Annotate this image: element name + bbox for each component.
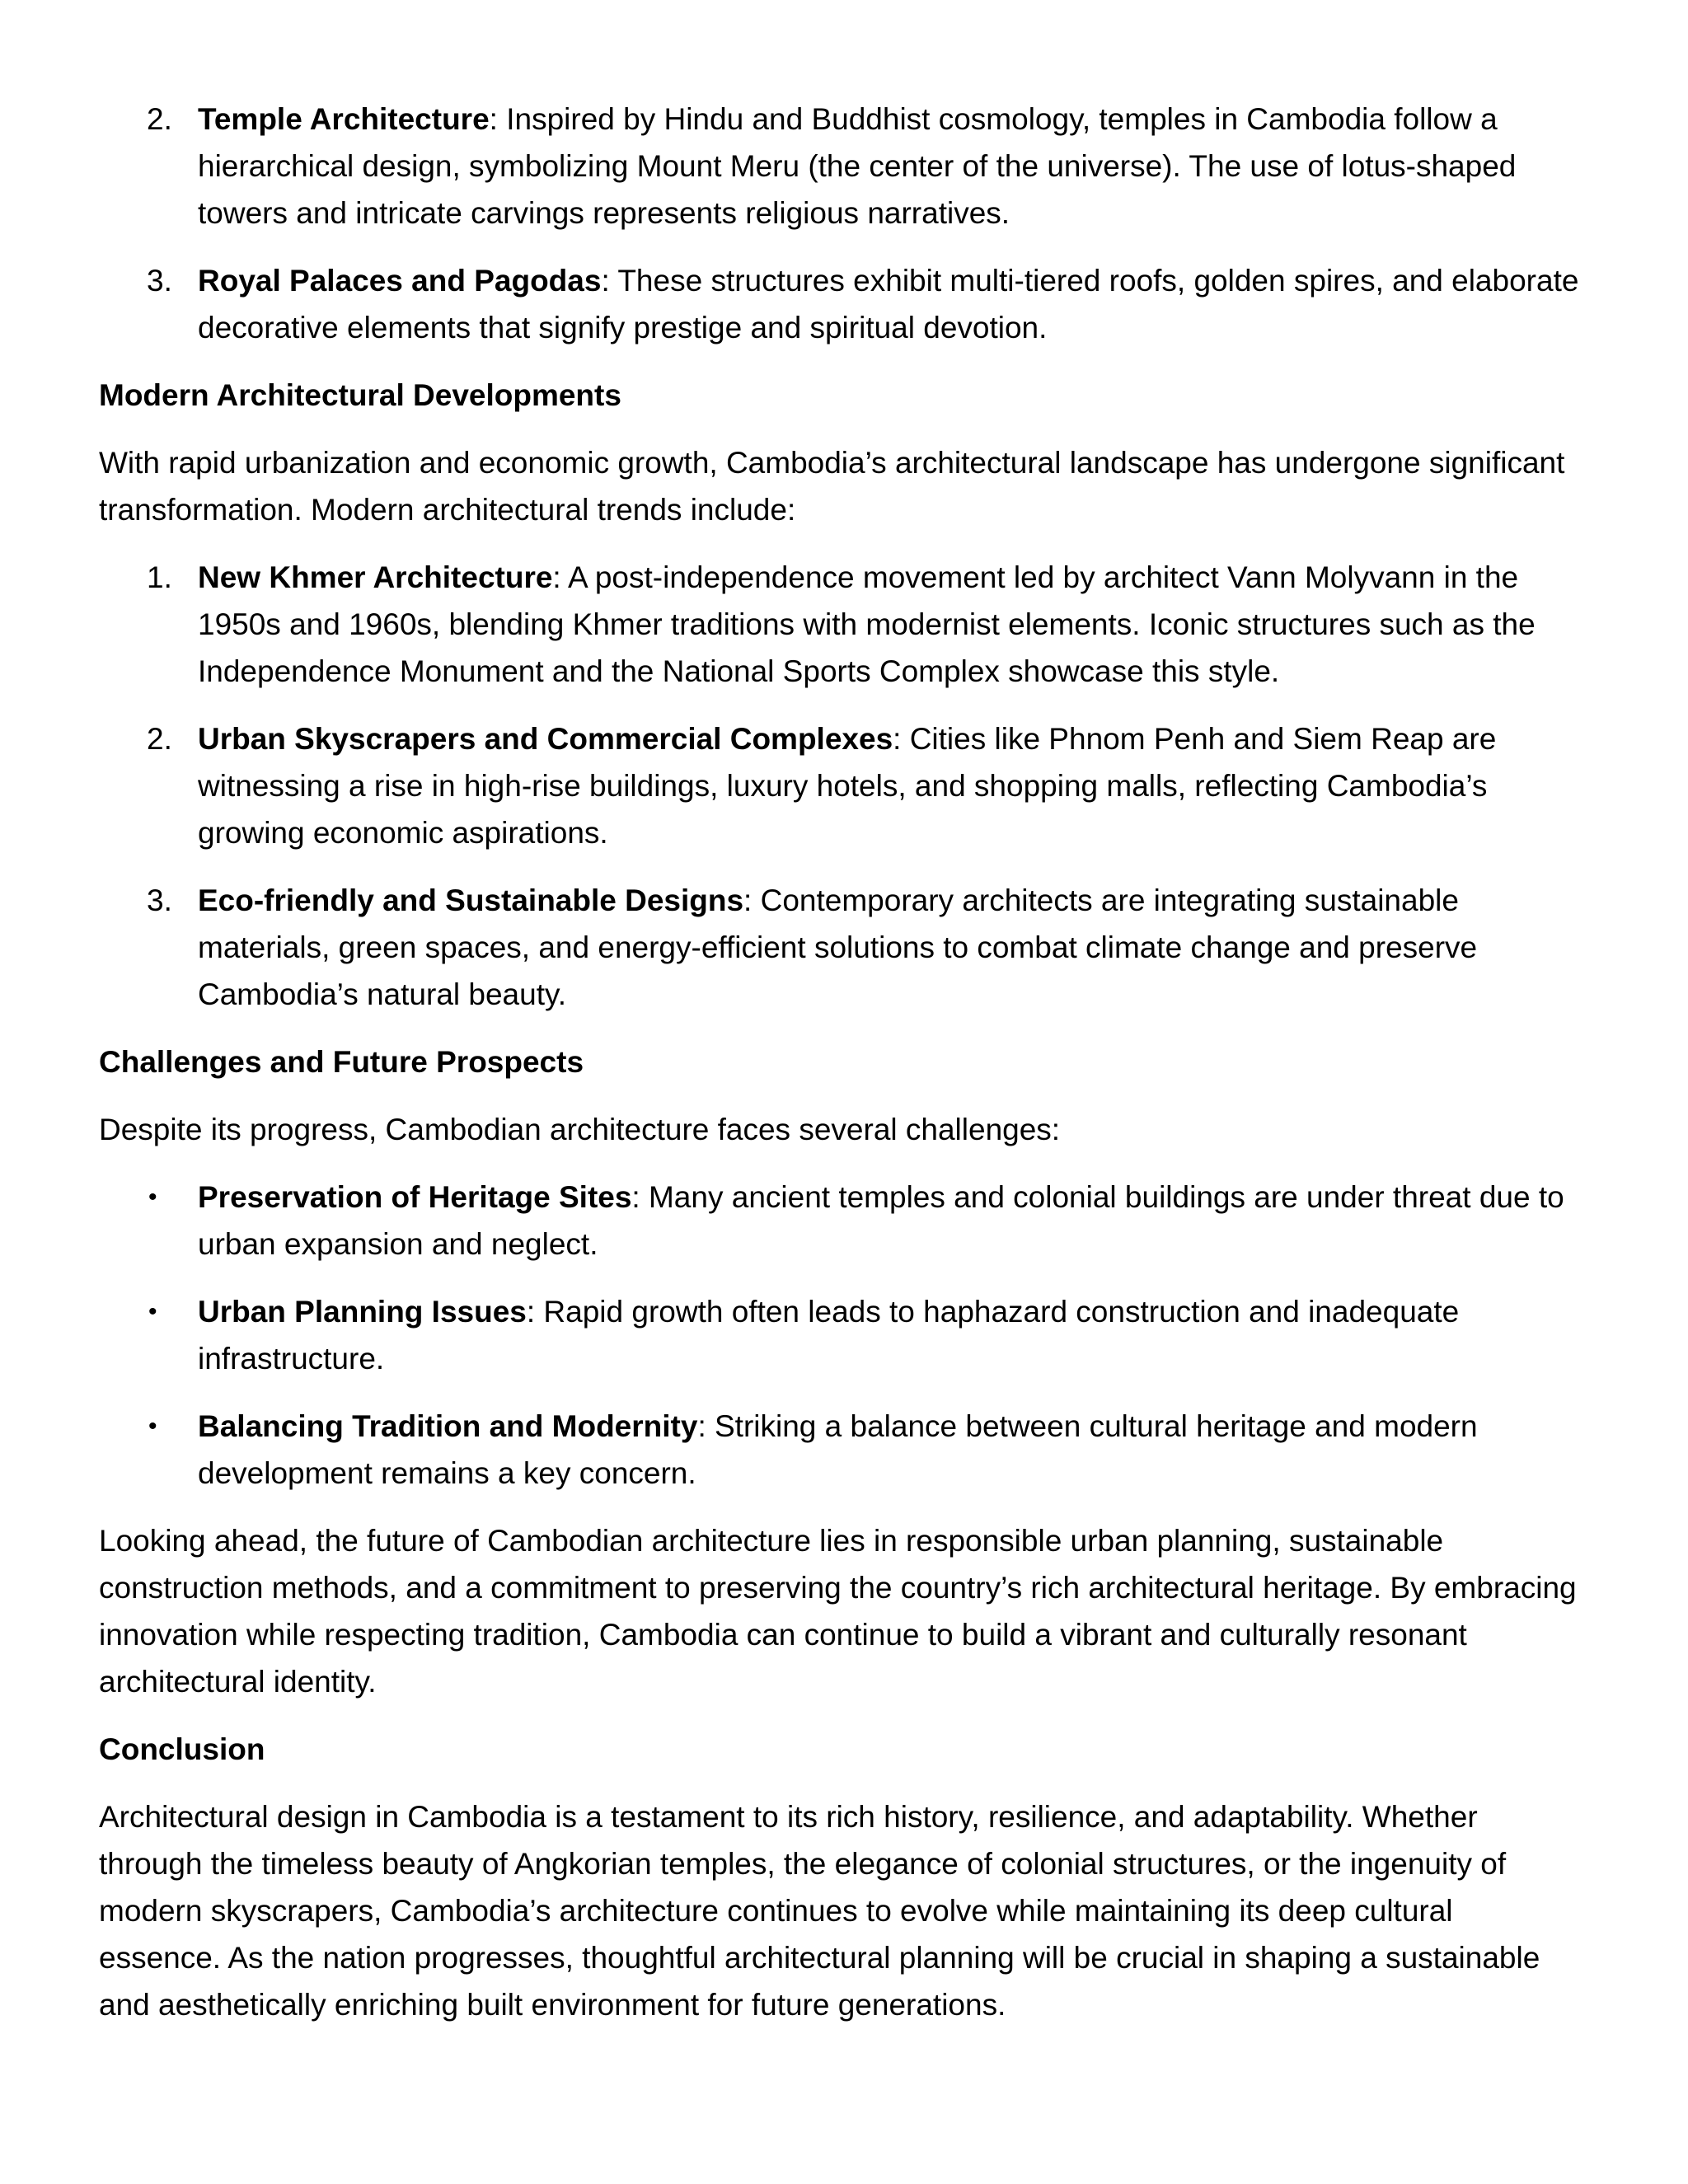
list-item-text: : These structures exhibit multi-tiered roofs, golden spires, and elaborate decorative elements that signify prestige and spiritual devotion. [198,264,1579,344]
list-number: 2. [147,722,172,756]
list-item [99,1403,1582,1497]
list-item [99,1288,1582,1382]
list-number: 1. [147,560,172,594]
list-item-text: : Cities like Phnom Penh and Siem Reap are witnessing a rise in high-rise buildings, luxury hotels, and shopping malls, reflecting Cambodia’s growing economic aspirations. [198,722,1497,850]
list-item-term: New Khmer Architecture [198,560,553,594]
modern-trends-list [99,554,1582,1018]
list-number: 3. [147,883,172,917]
list-item [99,554,1582,695]
list-item-text: : Rapid growth often leads to haphazard construction and inadequate infrastructure. [198,1295,1460,1376]
section-heading-conclusion: Conclusion [99,1732,265,1766]
list-item-text: : Striking a balance between cultural heritage and modern development remains a key concern. [198,1409,1478,1490]
challenges-intro-paragraph: Despite its progress, Cambodian architecture faces several challenges: [99,1113,1061,1146]
list-item-text: : Many ancient temples and colonial buildings are under threat due to urban expansion and neglect. [198,1180,1564,1261]
list-item-text: : Inspired by Hindu and Buddhist cosmology, temples in Cambodia follow a hierarchical design, symbolizing Mount Meru (the center of the universe). The use of lotus-shaped towers and intricate carvings represents religious narratives. [198,102,1517,230]
bullet-icon: • [148,1413,157,1440]
list-item [99,96,1582,237]
section-heading-modern: Modern Architectural Developments [99,378,621,412]
list-item [99,877,1582,1018]
list-item-text: : A post-independence movement led by architect Vann Molyvann in the 1950s and 1960s, blending Khmer traditions with modernist elements. Iconic structures such as the Independence Monument and the National Sports Complex showcase this style. [198,560,1536,688]
list-item-term: Eco-friendly and Sustainable Designs [198,883,744,917]
bullet-icon: • [148,1183,157,1211]
list-item [99,257,1582,351]
bullet-icon: • [148,1298,157,1325]
list-number: 2. [147,102,172,136]
list-item-term: Preservation of Heritage Sites [198,1180,632,1214]
list-item-term: Royal Palaces and Pagodas [198,264,602,298]
section-heading-challenges: Challenges and Future Prospects [99,1045,584,1079]
list-item-term: Balancing Tradition and Modernity [198,1409,698,1443]
list-item [99,715,1582,856]
list-item-text: : Contemporary architects are integrating sustainable materials, green spaces, and energy-efficient solutions to combat climate change and preserve Cambodia’s natural beauty. [198,883,1478,1011]
traditional-styles-list [99,96,1582,351]
list-item-term: Urban Skyscrapers and Commercial Complexes [198,722,893,756]
conclusion-paragraph: Architectural design in Cambodia is a testament to its rich history, resilience, and adaptability. Whether through the timeless beauty of Angkorian temples, the elegance of colonial structures, or the ingenuity of modern skyscrapers, Cambodia’s architecture continues to evolve while maintaining its deep cultural essence. As the nation progresses, thoughtful architectural planning will be crucial in shaping a sustainable and aesthetically enriching built environment for future generations. [99,1800,1540,2022]
document-page [99,96,1582,2049]
modern-intro-paragraph: With rapid urbanization and economic growth, Cambodia’s architectural landscape has undergone significant transformation. Modern architectural trends include: [99,446,1565,527]
challenges-list [99,1174,1582,1497]
list-item-term: Temple Architecture [198,102,490,136]
list-item-term: Urban Planning Issues [198,1295,527,1329]
challenges-outro-paragraph: Looking ahead, the future of Cambodian architecture lies in responsible urban planning, sustainable construction methods, and a commitment to preserving the country’s rich architectural heritage. By embracing innovation while respecting tradition, Cambodia can continue to build a vibrant and culturally resonant architectural identity. [99,1524,1577,1699]
list-item [99,1174,1582,1268]
list-number: 3. [147,264,172,298]
